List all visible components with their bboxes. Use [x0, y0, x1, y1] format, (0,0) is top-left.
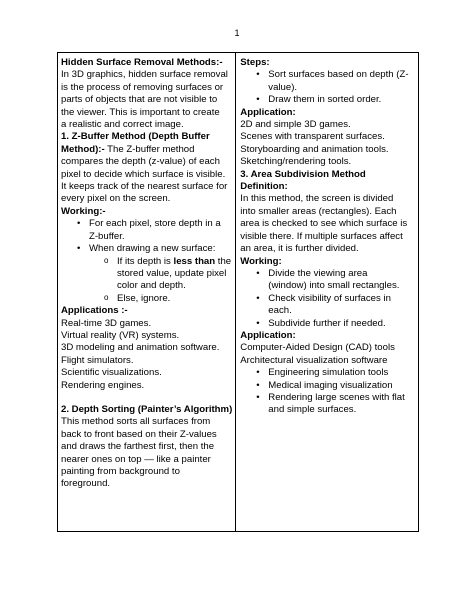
- depth-desc: and draws the farthest first, then the: [61, 441, 215, 453]
- content-table: [57, 52, 419, 532]
- definition-label: Definition:: [240, 181, 288, 193]
- definition-line: area is checked to see which surface is: [240, 218, 408, 230]
- zbuffer-title-line2: Method):- The Z-buffer method: [61, 143, 195, 155]
- application-line: Scenes with transparent surfaces.: [240, 131, 385, 143]
- list-item: • When drawing a new surface:: [61, 243, 232, 255]
- zbuffer-title: 1. Z-Buffer Method (Depth Buffer: [61, 131, 210, 143]
- sub-list-item-cont: stored value, update pixel: [117, 267, 227, 279]
- depth-desc: foreground.: [61, 478, 111, 490]
- application-line: Architectural visualization software: [240, 354, 388, 366]
- spacer: [61, 392, 232, 404]
- definition-line: visible there. If multiple surfaces affect: [240, 230, 403, 242]
- sub-list-item: o Else, ignore.: [61, 293, 232, 305]
- intro-line: is the process of removing surfaces or: [61, 81, 224, 93]
- list-item-cont: (window) into small rectangles.: [268, 280, 400, 292]
- zbuffer-desc: compares the depth (z-value) of each: [61, 156, 220, 168]
- area-subdivision-title: 3. Area Subdivision Method: [240, 168, 366, 180]
- page-number: 1: [234, 28, 240, 38]
- list-item: • Divide the viewing area: [240, 268, 415, 280]
- application-line: Storyboarding and animation tools.: [240, 143, 389, 155]
- application-line: Scientific visualizations.: [61, 367, 162, 379]
- application-line: Flight simulators.: [61, 354, 134, 366]
- definition-line: an area, it is further divided.: [240, 243, 359, 255]
- definition-line: into smaller areas (rectangles). Each: [240, 205, 397, 217]
- intro-line: In 3D graphics, hidden surface removal: [61, 69, 228, 81]
- section-heading: Hidden Surface Removal Methods:-: [61, 57, 223, 68]
- list-item-cont: value).: [268, 81, 298, 93]
- intro-line: a realistic and correct image.: [61, 119, 184, 131]
- intro-line: parts of objects that are not visible to: [61, 94, 218, 106]
- left-column: [58, 53, 236, 531]
- applications-label: Applications :-: [61, 305, 128, 317]
- list-item: • For each pixel, store depth in a: [61, 218, 232, 230]
- zbuffer-desc: every pixel on the screen.: [61, 193, 171, 205]
- list-item: • Engineering simulation tools: [240, 367, 415, 379]
- depth-desc: back to front based on their Z-values: [61, 428, 217, 440]
- list-item: • Check visibility of surfaces in: [240, 293, 415, 305]
- application-line: Virtual reality (VR) systems.: [61, 329, 180, 341]
- application-label: Application:: [240, 329, 296, 341]
- working-label: Working:-: [61, 205, 106, 217]
- application-line: 2D and simple 3D games.: [240, 119, 351, 131]
- intro-line: the viewer. This is important to create: [61, 106, 220, 118]
- depth-desc: This method sorts all surfaces from: [61, 416, 211, 428]
- sub-list-item-cont: color and depth.: [117, 280, 186, 292]
- depth-desc: painting from background to: [61, 466, 180, 477]
- depth-desc: nearer ones on top — like a painter: [61, 453, 211, 465]
- definition-line: In this method, the screen is divided: [240, 193, 394, 205]
- application-line: Rendering engines.: [61, 379, 145, 391]
- application-line: Computer-Aided Design (CAD) tools: [240, 342, 395, 354]
- zbuffer-desc: It keeps track of the nearest surface for: [61, 181, 228, 193]
- right-column: [236, 53, 418, 531]
- list-item-cont: and simple surfaces.: [268, 404, 357, 416]
- list-item: • Sort surfaces based on depth (Z-: [240, 69, 415, 81]
- sub-list-item: o If its depth is less than the: [61, 256, 232, 268]
- list-item: • Draw them in sorted order.: [240, 94, 415, 106]
- working-label: Working:: [240, 255, 282, 267]
- application-line: 3D modeling and animation software.: [61, 342, 220, 354]
- list-item-cont: each.: [268, 305, 292, 317]
- application-line: Sketching/rendering tools.: [240, 156, 352, 168]
- steps-label: Steps:: [240, 57, 270, 68]
- application-line: Real-time 3D games.: [61, 317, 152, 329]
- list-item-cont: Z-buffer.: [89, 230, 125, 242]
- list-item: • Medical imaging visualization: [240, 380, 415, 392]
- zbuffer-desc: pixel to decide which surface is visible.: [61, 168, 226, 180]
- list-item: • Rendering large scenes with flat: [240, 392, 415, 404]
- list-item: • Subdivide further if needed.: [240, 318, 415, 330]
- application-label: Application:: [240, 106, 296, 118]
- depth-sorting-title: 2. Depth Sorting (Painter’s Algorithm): [61, 403, 233, 415]
